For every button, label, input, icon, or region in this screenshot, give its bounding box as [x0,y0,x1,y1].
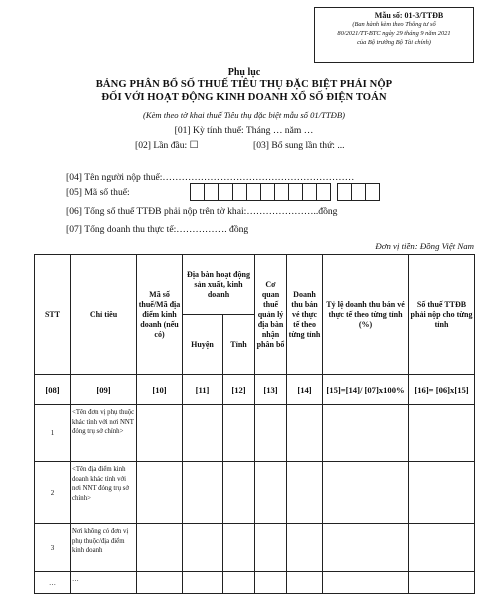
table-cell[interactable] [255,462,287,524]
row-item: <Tên đơn vị phụ thuộc khác tỉnh với nơi NNT đóng trụ sở chính> [71,405,137,462]
table-cell[interactable] [323,462,409,524]
row-item: <Tên địa điểm kinh doanh khác tỉnh với nơi NNT đóng trụ sở chính> [71,462,137,524]
header-stt: STT [35,255,71,375]
tax-id-digit-box[interactable] [190,183,205,201]
row-stt: 1 [35,405,71,462]
tax-id-digit-box[interactable] [316,183,331,201]
row-stt: 2 [35,462,71,524]
tax-id-boxes[interactable] [191,183,380,201]
table-cell[interactable] [255,572,287,594]
header-province: Tỉnh [223,315,255,375]
code-cell: [16]= [06]x[15] [409,375,475,405]
form-code-box [314,7,474,63]
row-stt: … [35,572,71,594]
document-title-line2: ĐỐI VỚI HOẠT ĐỘNG KINH DOANH XỔ SỐ ĐIỆN TOÁN [101,92,387,103]
supplement-field: [03] Bổ sung lần thứ: ... [253,140,345,151]
taxpayer-name-field: [04] Tên người nộp thuế:…………………………………………………… [66,172,355,183]
table-cell[interactable] [409,524,475,572]
table-cell[interactable] [223,524,255,572]
table-cell[interactable] [323,524,409,572]
table-cell[interactable] [287,524,323,572]
tax-id-digit-box[interactable] [232,183,247,201]
total-revenue-field: [07] Tổng doanh thu thực tế:……………. đồng [66,224,249,235]
code-cell: [11] [183,375,223,405]
tax-id-digit-box[interactable] [218,183,233,201]
table-header-row [35,255,475,315]
header-business-area: Địa bàn hoạt động sản xuất, kinh doanh [183,255,255,315]
table-row [35,572,475,594]
appendix-label: Phụ lục [227,67,261,78]
tax-id-digit-box[interactable] [260,183,275,201]
first-time-checkbox-icon[interactable]: ☐ [189,140,199,151]
code-cell: [12] [223,375,255,405]
table-cell[interactable] [183,405,223,462]
form-code-note-line: (Ban hành kèm theo Thông tư số [352,21,436,28]
table-code-row [35,375,475,405]
table-row [35,462,475,524]
header-tax-payable: Số thuế TTĐB phải nộp cho từng tỉnh [409,255,475,375]
table-cell[interactable] [183,572,223,594]
document-title-line1: BẢNG PHÂN BỔ SỐ THUẾ TIÊU THỤ ĐẶC BIỆT PHẢI NỘP [95,79,393,90]
table-cell[interactable] [287,572,323,594]
table-cell[interactable] [409,572,475,594]
tax-id-digit-box[interactable] [351,183,366,201]
row-stt: 3 [35,524,71,572]
table-cell[interactable] [223,462,255,524]
table-cell[interactable] [409,462,475,524]
tax-id-digit-box[interactable] [204,183,219,201]
code-cell: [10] [137,375,183,405]
tax-id-digit-box[interactable] [302,183,317,201]
table-cell[interactable] [183,524,223,572]
table-cell[interactable] [223,572,255,594]
code-cell: [15]=[14]/ [07]x100% [323,375,409,405]
row-item: Nơi không có đơn vị phụ thuộc/địa điểm kinh doanh [71,524,137,572]
table-cell[interactable] [323,405,409,462]
document-subtitle: (Kèm theo tờ khai thuế Tiêu thụ đặc biệt mẫu số 01/TTĐB) [143,110,345,120]
header-item: Chỉ tiêu [71,255,137,375]
total-tax-field: [06] Tổng số thuế TTĐB phải nộp trên tờ khai:…………………..đồng [66,206,338,217]
first-time-label: [02] Lần đầu: [135,140,188,151]
currency-unit-label: Đơn vị tiền: Đồng Việt Nam [375,241,474,251]
code-cell: [08] [35,375,71,405]
table-cell[interactable] [137,462,183,524]
form-code-note-line: 80/2021/TT-BTC ngày 29 tháng 9 năm 2021 [337,30,451,37]
tax-id-label: [05] Mã số thuế: [66,187,130,198]
header-revenue-ratio: Tỷ lệ doanh thu bán vé thực tế theo từng tỉnh (%) [323,255,409,375]
table-cell[interactable] [287,405,323,462]
table-row [35,405,475,462]
table-cell[interactable] [137,572,183,594]
tax-period-field: [01] Kỳ tính thuế: Tháng … năm … [174,125,314,136]
table-cell[interactable] [137,405,183,462]
table-cell[interactable] [255,405,287,462]
header-district: Huyện [183,315,223,375]
code-cell: [09] [71,375,137,405]
code-cell: [13] [255,375,287,405]
tax-id-digit-box[interactable] [365,183,380,201]
tax-id-digit-box[interactable] [288,183,303,201]
header-tax-authority: Cơ quan thuế quản lý địa bàn nhận phân bổ [255,255,287,375]
table-cell[interactable] [409,405,475,462]
table-cell[interactable] [137,524,183,572]
table-cell[interactable] [287,462,323,524]
form-code-note-line: của Bộ trưởng Bộ Tài chính) [357,39,431,46]
table-cell[interactable] [255,524,287,572]
first-time-field [135,140,199,151]
header-ticket-revenue: Doanh thu bán vé thực tế theo từng tỉnh [287,255,323,375]
table-cell[interactable] [183,462,223,524]
tax-id-digit-box[interactable] [246,183,261,201]
row-item: … [71,572,137,594]
code-cell: [14] [287,375,323,405]
table-cell[interactable] [323,572,409,594]
allocation-table [34,254,475,594]
tax-id-digit-box[interactable] [274,183,289,201]
table-cell[interactable] [223,405,255,462]
tax-id-digit-box[interactable] [337,183,352,201]
header-tax-code: Mã số thuế/Mã địa điểm kinh doanh (nếu có) [137,255,183,375]
table-row [35,524,475,572]
form-code: Mẫu số: 01-3/TTĐB [374,11,444,20]
